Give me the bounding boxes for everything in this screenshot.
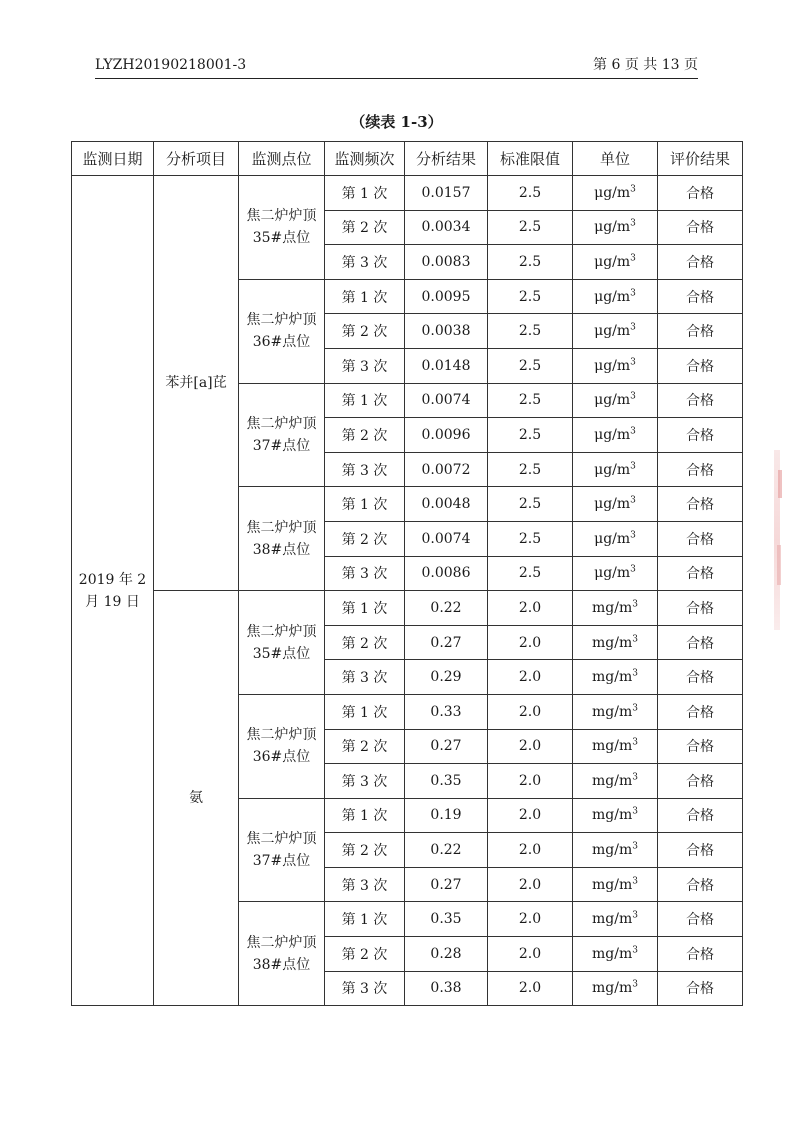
unit-exponent: 3 [632, 841, 638, 852]
result-cell: 0.35 [405, 902, 488, 937]
standard-limit-cell: 2.5 [488, 245, 573, 280]
unit-exponent: 3 [632, 945, 638, 956]
evaluation-cell: 合格 [658, 314, 743, 349]
unit-base: μg/m [594, 323, 631, 340]
frequency-cell: 第 1 次 [325, 383, 405, 418]
result-cell: 0.27 [405, 625, 488, 660]
unit-cell [573, 833, 658, 868]
result-cell: 0.0048 [405, 487, 488, 522]
monitoring-point-cell: 焦二炉炉顶 36#点位 [239, 279, 325, 383]
analysis-item-cell: 苯并[a]芘 [154, 176, 239, 591]
unit-cell [573, 660, 658, 695]
column-header: 分析结果 [405, 142, 488, 176]
frequency-cell: 第 1 次 [325, 902, 405, 937]
unit-base: mg/m [592, 945, 633, 962]
unit-base: μg/m [594, 496, 631, 513]
frequency-cell: 第 3 次 [325, 452, 405, 487]
evaluation-cell: 合格 [658, 210, 743, 245]
unit-base: mg/m [592, 669, 633, 686]
unit-cell [573, 591, 658, 626]
frequency-cell: 第 2 次 [325, 937, 405, 972]
evaluation-cell: 合格 [658, 556, 743, 591]
standard-limit-cell: 2.5 [488, 383, 573, 418]
result-cell: 0.0072 [405, 452, 488, 487]
unit-base: mg/m [592, 807, 633, 824]
evaluation-cell: 合格 [658, 521, 743, 556]
result-cell: 0.0038 [405, 314, 488, 349]
evaluation-cell: 合格 [658, 764, 743, 799]
unit-cell [573, 452, 658, 487]
unit-base: μg/m [594, 461, 631, 478]
result-cell: 0.27 [405, 729, 488, 764]
standard-limit-cell: 2.5 [488, 452, 573, 487]
monitoring-point-cell: 焦二炉炉顶 38#点位 [239, 487, 325, 591]
report-number: LYZH20190218001-3 [95, 57, 247, 73]
result-cell: 0.35 [405, 764, 488, 799]
unit-exponent: 3 [630, 287, 636, 298]
unit-exponent: 3 [632, 806, 638, 817]
unit-exponent: 3 [632, 737, 638, 748]
unit-base: mg/m [592, 703, 633, 720]
standard-limit-cell: 2.0 [488, 937, 573, 972]
unit-base: μg/m [594, 253, 631, 270]
unit-base: μg/m [594, 288, 631, 305]
unit-cell [573, 902, 658, 937]
result-cell: 0.0096 [405, 418, 488, 453]
standard-limit-cell: 2.0 [488, 591, 573, 626]
frequency-cell: 第 3 次 [325, 556, 405, 591]
frequency-cell: 第 2 次 [325, 314, 405, 349]
unit-base: mg/m [592, 842, 633, 859]
monitoring-results-table [71, 141, 743, 1006]
monitoring-point-cell: 焦二炉炉顶 35#点位 [239, 176, 325, 280]
frequency-cell: 第 3 次 [325, 764, 405, 799]
evaluation-cell: 合格 [658, 418, 743, 453]
monitoring-point-cell: 焦二炉炉顶 38#点位 [239, 902, 325, 1006]
unit-base: μg/m [594, 357, 631, 374]
evaluation-cell: 合格 [658, 452, 743, 487]
seal-stain-mark [777, 545, 781, 585]
result-cell: 0.38 [405, 971, 488, 1006]
result-cell: 0.0074 [405, 383, 488, 418]
result-cell: 0.27 [405, 867, 488, 902]
evaluation-cell: 合格 [658, 487, 743, 522]
evaluation-cell: 合格 [658, 348, 743, 383]
seal-stain-mark [778, 470, 782, 498]
evaluation-cell: 合格 [658, 591, 743, 626]
unit-cell [573, 314, 658, 349]
result-cell: 0.19 [405, 798, 488, 833]
evaluation-cell: 合格 [658, 971, 743, 1006]
unit-cell [573, 348, 658, 383]
standard-limit-cell: 2.0 [488, 729, 573, 764]
standard-limit-cell: 2.0 [488, 660, 573, 695]
frequency-cell: 第 3 次 [325, 660, 405, 695]
unit-exponent: 3 [630, 357, 636, 368]
result-cell: 0.0148 [405, 348, 488, 383]
frequency-cell: 第 1 次 [325, 487, 405, 522]
unit-exponent: 3 [632, 633, 638, 644]
frequency-cell: 第 2 次 [325, 625, 405, 660]
standard-limit-cell: 2.0 [488, 694, 573, 729]
page-header [95, 56, 698, 74]
unit-base: mg/m [592, 738, 633, 755]
unit-exponent: 3 [630, 253, 636, 264]
unit-exponent: 3 [630, 184, 636, 195]
monitoring-point-cell: 焦二炉炉顶 37#点位 [239, 383, 325, 487]
column-header: 监测频次 [325, 142, 405, 176]
evaluation-cell: 合格 [658, 729, 743, 764]
result-cell: 0.0157 [405, 176, 488, 211]
frequency-cell: 第 1 次 [325, 798, 405, 833]
evaluation-cell: 合格 [658, 798, 743, 833]
monitoring-point-cell: 焦二炉炉顶 37#点位 [239, 798, 325, 902]
unit-exponent: 3 [630, 426, 636, 437]
unit-cell [573, 487, 658, 522]
unit-exponent: 3 [630, 218, 636, 229]
standard-limit-cell: 2.5 [488, 176, 573, 211]
frequency-cell: 第 1 次 [325, 176, 405, 211]
frequency-cell: 第 2 次 [325, 418, 405, 453]
standard-limit-cell: 2.0 [488, 625, 573, 660]
table-row [72, 591, 743, 626]
evaluation-cell: 合格 [658, 902, 743, 937]
page-indicator: 第 6 页 共 13 页 [593, 57, 698, 73]
unit-cell [573, 729, 658, 764]
evaluation-cell: 合格 [658, 833, 743, 868]
standard-limit-cell: 2.0 [488, 902, 573, 937]
unit-cell [573, 867, 658, 902]
unit-exponent: 3 [632, 876, 638, 887]
frequency-cell: 第 1 次 [325, 279, 405, 314]
column-header: 分析项目 [154, 142, 239, 176]
frequency-cell: 第 2 次 [325, 729, 405, 764]
evaluation-cell: 合格 [658, 245, 743, 280]
unit-exponent: 3 [630, 564, 636, 575]
standard-limit-cell: 2.5 [488, 487, 573, 522]
frequency-cell: 第 3 次 [325, 348, 405, 383]
frequency-cell: 第 3 次 [325, 971, 405, 1006]
column-header: 监测日期 [72, 142, 154, 176]
standard-limit-cell: 2.5 [488, 418, 573, 453]
unit-exponent: 3 [632, 979, 638, 990]
result-cell: 0.33 [405, 694, 488, 729]
unit-cell [573, 210, 658, 245]
unit-exponent: 3 [630, 391, 636, 402]
unit-base: mg/m [592, 772, 633, 789]
standard-limit-cell: 2.0 [488, 971, 573, 1006]
standard-limit-cell: 2.5 [488, 348, 573, 383]
table-header-row [72, 142, 743, 176]
standard-limit-cell: 2.5 [488, 556, 573, 591]
unit-base: μg/m [594, 219, 631, 236]
unit-base: μg/m [594, 426, 631, 443]
unit-base: μg/m [594, 184, 631, 201]
unit-base: μg/m [594, 565, 631, 582]
unit-exponent: 3 [632, 668, 638, 679]
monitoring-point-cell: 焦二炉炉顶 35#点位 [239, 591, 325, 695]
result-cell: 0.0034 [405, 210, 488, 245]
unit-base: μg/m [594, 392, 631, 409]
result-cell: 0.29 [405, 660, 488, 695]
standard-limit-cell: 2.5 [488, 210, 573, 245]
frequency-cell: 第 2 次 [325, 210, 405, 245]
frequency-cell: 第 2 次 [325, 521, 405, 556]
frequency-cell: 第 3 次 [325, 245, 405, 280]
unit-base: mg/m [592, 911, 633, 928]
table-title: （续表 1-3） [350, 113, 443, 131]
column-header: 监测点位 [239, 142, 325, 176]
standard-limit-cell: 2.0 [488, 867, 573, 902]
unit-base: mg/m [592, 599, 633, 616]
standard-limit-cell: 2.0 [488, 798, 573, 833]
standard-limit-cell: 2.5 [488, 521, 573, 556]
unit-exponent: 3 [630, 495, 636, 506]
unit-cell [573, 383, 658, 418]
result-cell: 0.0083 [405, 245, 488, 280]
standard-limit-cell: 2.5 [488, 314, 573, 349]
unit-cell [573, 556, 658, 591]
result-cell: 0.22 [405, 591, 488, 626]
result-cell: 0.0086 [405, 556, 488, 591]
unit-cell [573, 971, 658, 1006]
unit-cell [573, 625, 658, 660]
unit-base: mg/m [592, 876, 633, 893]
unit-cell [573, 521, 658, 556]
result-cell: 0.0074 [405, 521, 488, 556]
unit-cell [573, 279, 658, 314]
column-header: 单位 [573, 142, 658, 176]
unit-cell [573, 245, 658, 280]
unit-exponent: 3 [632, 703, 638, 714]
column-header: 标准限值 [488, 142, 573, 176]
column-header: 评价结果 [658, 142, 743, 176]
table-body [72, 176, 743, 1006]
unit-base: mg/m [592, 634, 633, 651]
standard-limit-cell: 2.0 [488, 764, 573, 799]
analysis-item-cell: 氨 [154, 591, 239, 1006]
unit-exponent: 3 [632, 910, 638, 921]
unit-cell [573, 694, 658, 729]
evaluation-cell: 合格 [658, 176, 743, 211]
evaluation-cell: 合格 [658, 660, 743, 695]
table-row [72, 176, 743, 211]
evaluation-cell: 合格 [658, 867, 743, 902]
unit-cell [573, 418, 658, 453]
evaluation-cell: 合格 [658, 625, 743, 660]
unit-cell [573, 176, 658, 211]
evaluation-cell: 合格 [658, 694, 743, 729]
header-rule [95, 78, 698, 79]
frequency-cell: 第 1 次 [325, 591, 405, 626]
unit-base: μg/m [594, 530, 631, 547]
unit-cell [573, 764, 658, 799]
unit-cell [573, 798, 658, 833]
frequency-cell: 第 2 次 [325, 833, 405, 868]
unit-base: mg/m [592, 980, 633, 997]
frequency-cell: 第 3 次 [325, 867, 405, 902]
result-cell: 0.0095 [405, 279, 488, 314]
unit-exponent: 3 [630, 530, 636, 541]
result-cell: 0.22 [405, 833, 488, 868]
evaluation-cell: 合格 [658, 279, 743, 314]
standard-limit-cell: 2.0 [488, 833, 573, 868]
unit-exponent: 3 [632, 772, 638, 783]
standard-limit-cell: 2.5 [488, 279, 573, 314]
unit-exponent: 3 [630, 322, 636, 333]
result-cell: 0.28 [405, 937, 488, 972]
unit-exponent: 3 [630, 460, 636, 471]
evaluation-cell: 合格 [658, 383, 743, 418]
monitoring-point-cell: 焦二炉炉顶 36#点位 [239, 694, 325, 798]
frequency-cell: 第 1 次 [325, 694, 405, 729]
evaluation-cell: 合格 [658, 937, 743, 972]
unit-cell [573, 937, 658, 972]
monitoring-date-cell: 2019 年 2 月 19 日 [72, 176, 154, 1006]
unit-exponent: 3 [632, 599, 638, 610]
